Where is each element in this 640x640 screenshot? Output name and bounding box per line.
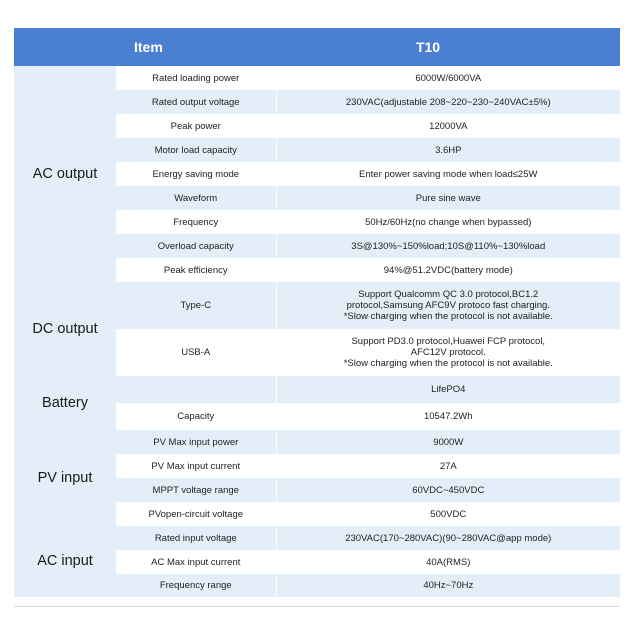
spec-value: 94%@51.2VDC(battery mode): [276, 258, 620, 282]
spec-value-line: *Slow charging when the protocol is not available.: [343, 358, 553, 369]
spec-value: 3.6HP: [276, 138, 620, 162]
spec-item: Energy saving mode: [116, 162, 276, 186]
spec-table: [14, 28, 620, 597]
spec-item: Type-C: [116, 282, 276, 329]
category-ac-output: AC output: [14, 66, 116, 282]
spec-item: Motor load capacity: [116, 138, 276, 162]
table-header-row: [14, 28, 620, 66]
spec-value: 10547.2Wh: [276, 403, 620, 430]
table-row: [14, 430, 620, 454]
table-row: [14, 376, 620, 403]
spec-value: [276, 329, 620, 376]
spec-value: 50Hz/60Hz(no change when bypassed): [276, 210, 620, 234]
spec-item: Rated loading power: [116, 66, 276, 90]
spec-value-line: protocol,Samsung AFC9V protoco fast charging.: [346, 300, 550, 311]
spec-table-container: [14, 28, 620, 597]
spec-value: Pure sine wave: [276, 186, 620, 210]
spec-value: 6000W/6000VA: [276, 66, 620, 90]
spec-item: Rated input voltage: [116, 526, 276, 550]
table-row: [14, 282, 620, 329]
spec-item: Overload capacity: [116, 234, 276, 258]
category-ac-input: AC input: [14, 526, 116, 597]
spec-value: 12000VA: [276, 114, 620, 138]
spec-value: 40Hz~70Hz: [276, 574, 620, 597]
spec-value: LifePO4: [276, 376, 620, 403]
spec-value: 60VDC~450VDC: [276, 478, 620, 502]
spec-item: Waveform: [116, 186, 276, 210]
spec-item: PVopen-circuit voltage: [116, 502, 276, 526]
spec-item: USB-A: [116, 329, 276, 376]
spec-value-line: Support Qualcomm QC 3.0 protocol,BC1.2: [358, 289, 539, 300]
spec-item: PV Max input power: [116, 430, 276, 454]
spec-value-line: AFC12V protocol.: [410, 347, 486, 358]
category-battery: Battery: [14, 376, 116, 430]
spec-value-line: *Slow charging when the protocol is not available.: [343, 311, 553, 322]
spec-value: 27A: [276, 454, 620, 478]
category-pv-input: PV input: [14, 430, 116, 526]
table-row: [14, 66, 620, 90]
spec-item: Rated output voltage: [116, 90, 276, 114]
spec-item: MPPT voltage range: [116, 478, 276, 502]
spec-value: [276, 282, 620, 329]
spec-item: AC Max input current: [116, 550, 276, 574]
spec-item: Capacity: [116, 403, 276, 430]
spec-value: 40A(RMS): [276, 550, 620, 574]
spec-item: Peak efficiency: [116, 258, 276, 282]
spec-value: Enter power saving mode when load≤25W: [276, 162, 620, 186]
table-row: [14, 526, 620, 550]
header-item: Item: [14, 28, 276, 66]
category-dc-output: DC output: [14, 282, 116, 376]
header-model: T10: [276, 28, 620, 66]
spec-item: Frequency: [116, 210, 276, 234]
spec-item: [116, 376, 276, 403]
spec-value: 500VDC: [276, 502, 620, 526]
spec-item: Frequency range: [116, 574, 276, 597]
spec-item: PV Max input current: [116, 454, 276, 478]
spec-value: 9000W: [276, 430, 620, 454]
spec-item: Peak power: [116, 114, 276, 138]
spec-value: 230VAC(adjustable 208~220~230~240VAC±5%): [276, 90, 620, 114]
spec-value: 230VAC(170~280VAC)(90~280VAC@app mode): [276, 526, 620, 550]
spec-value: 3S@130%~150%load;10S@110%~130%load: [276, 234, 620, 258]
table-bottom-border: [14, 606, 620, 607]
spec-value-line: Support PD3.0 protocol,Huawei FCP protocol,: [351, 336, 546, 347]
